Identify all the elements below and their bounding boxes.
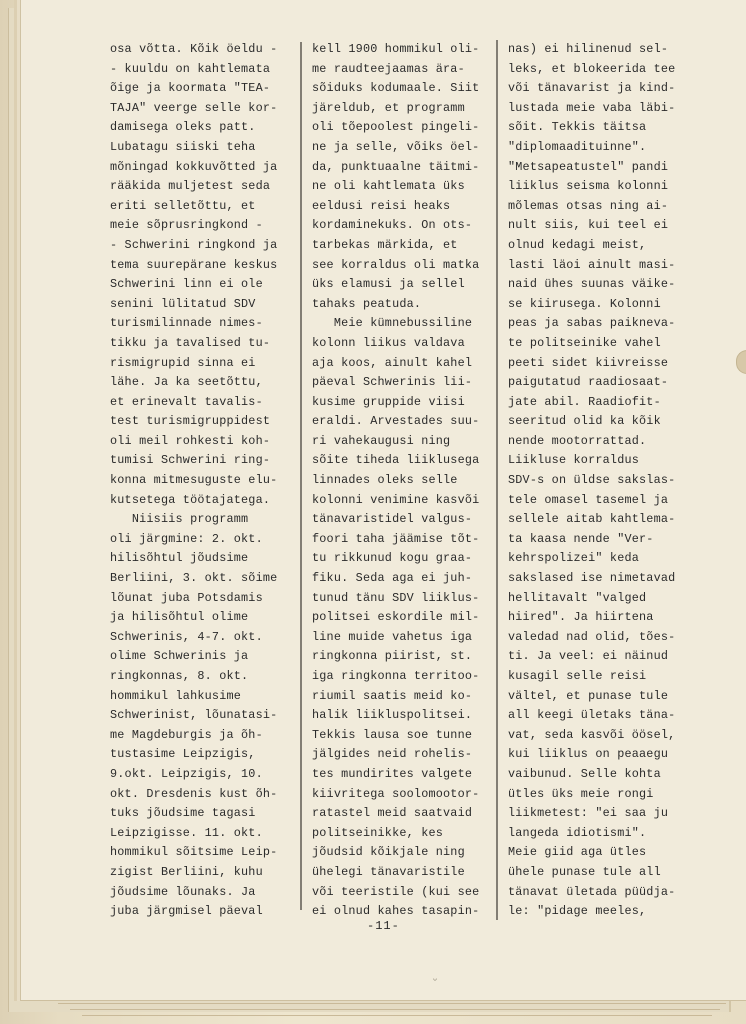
footer-mark: ᵕ xyxy=(432,976,439,987)
text-line: kolonn liikus valdava xyxy=(312,335,465,350)
text-line: "diplomaadituinne". xyxy=(508,139,647,154)
text-line: riumil saatis meid ko- xyxy=(312,688,473,703)
text-line: Tekkis lausa soe tunne xyxy=(312,727,473,742)
column-divider xyxy=(300,42,302,910)
text-line: paigutatud raadiosaat- xyxy=(508,375,669,390)
text-line: ri vahekaugusi ning xyxy=(312,433,451,448)
text-line: Schwerinist, lõunatasi- xyxy=(110,708,278,723)
text-line: meie sõprusringkond - xyxy=(110,218,263,233)
text-line: ne oli kahtlemata üks xyxy=(312,179,465,194)
text-line: lõunat juba Potsdamis xyxy=(110,590,263,605)
text-line: politseinikke, kes xyxy=(312,825,444,840)
text-line: aja koos, ainult kahel xyxy=(312,355,473,370)
column-divider xyxy=(496,40,498,920)
text-line: iga ringkonna territoo- xyxy=(312,669,480,683)
page-edge-line xyxy=(58,1003,726,1004)
text-line: Schwerinis, 4-7. okt. xyxy=(110,629,263,644)
text-line: kolonni venimine kasvõi xyxy=(312,492,480,507)
text-line: le: "pidage meeles, xyxy=(508,904,647,919)
text-line: ta kaasa nende "Ver- xyxy=(508,531,654,546)
text-line: sõite tiheda liiklusega xyxy=(312,453,480,468)
text-line: eriti selletõttu, et xyxy=(110,198,256,213)
text-line: kehrspolizei" keda xyxy=(508,551,640,566)
text-line: jõudsid kõikjale ning xyxy=(312,845,465,860)
text-line: ne ja selle, võiks öel- xyxy=(312,139,480,154)
text-line: kusagil selle reisi xyxy=(508,669,647,683)
text-line: kutsetega töötajatega. xyxy=(110,492,271,507)
text-line: tunud tänu SDV liiklus- xyxy=(312,590,480,605)
text-line: tumisi Schwerini ring- xyxy=(110,453,271,468)
text-line: da, punktuaalne täitmi- xyxy=(312,159,480,174)
text-line: Niisiis programm xyxy=(110,512,249,527)
text-line: tuks jõudsime tagasi xyxy=(110,806,256,821)
text-line: tänavat ületada püüdja- xyxy=(508,884,676,899)
text-line: leks, et blokeerida tee xyxy=(508,61,676,76)
text-line: senini lülitatud SDV xyxy=(110,296,256,311)
text-column-1 xyxy=(110,40,300,922)
text-line: se kiirusega. Kolonni xyxy=(508,296,661,311)
text-line: või teeristile (kui see xyxy=(312,884,480,899)
text-line: line muide vahetus iga xyxy=(312,629,473,644)
text-line: Liikluse korraldus xyxy=(508,453,640,468)
text-line: naid ühes suunas väike- xyxy=(508,277,676,292)
text-line: linnades oleks selle xyxy=(312,473,458,488)
text-line: hilisõhtul jõudsime xyxy=(110,551,249,566)
text-line: me Magdeburgis ja õh- xyxy=(110,727,263,742)
text-line: lasti läoi ainult masi- xyxy=(508,257,676,272)
text-line: ei olnud kahes tasapin- xyxy=(312,904,480,919)
text-line: oli tõepoolest pingeli- xyxy=(312,120,480,135)
text-line: päeval Schwerinis lii- xyxy=(312,375,473,390)
text-line: rääkida muljetest seda xyxy=(110,179,271,194)
text-line: vaibunud. Selle kohta xyxy=(508,766,661,781)
text-line: - Schwerini ringkond ja xyxy=(110,237,278,252)
text-line: ringkonnas, 8. okt. xyxy=(110,669,249,683)
text-line: eeldusi reisi heaks xyxy=(312,198,451,213)
text-line: sellele aitab kahtlema- xyxy=(508,512,676,527)
text-line: olime Schwerinis ja xyxy=(110,649,249,664)
page-number: -11- xyxy=(367,919,400,933)
text-line: - kuuldu on kahtlemata xyxy=(110,61,271,76)
text-line: Meie giid aga ütles xyxy=(508,845,647,860)
text-line: 9.okt. Leipzigis, 10. xyxy=(110,766,263,781)
text-line: TAJA" veerge selle kor- xyxy=(110,100,278,115)
text-line: all keegi ületaks tänа- xyxy=(508,708,676,723)
text-line: ühele punase tule all xyxy=(508,864,661,879)
text-line: Berliini, 3. okt. sõime xyxy=(110,571,278,586)
text-line: mõningad kokkuvõtted ja xyxy=(110,159,278,174)
text-line: konna mitmesuguste elu- xyxy=(110,473,278,488)
text-line: liiklus seisma kolonni xyxy=(508,179,669,194)
text-line: jälgides neid rohelis- xyxy=(312,747,473,762)
text-line: politsei eskordile mil- xyxy=(312,610,480,625)
text-line: peas ja sabas paikneva- xyxy=(508,316,676,331)
text-line: zigist Berliini, kuhu xyxy=(110,864,263,879)
text-line: foori taha jäämise tõt- xyxy=(312,531,480,546)
text-line: oli järgmine: 2. okt. xyxy=(110,531,263,546)
text-line: kordaminekuks. On ots- xyxy=(312,218,473,233)
text-line: vältel, et punase tule xyxy=(508,688,669,703)
page-edge-line xyxy=(82,1015,712,1016)
text-line: lustada meie vaba läbi- xyxy=(508,100,676,115)
text-line: tänavaristidel valgus- xyxy=(312,512,473,527)
text-line: tahaks peatuda. xyxy=(312,296,422,311)
text-line: sakslased ise nimetavad xyxy=(508,571,676,586)
text-column-3 xyxy=(508,40,690,922)
text-line: liikmetest: "ei saa ju xyxy=(508,806,669,821)
text-line: tes mundirites valgete xyxy=(312,766,473,781)
text-line: te politseinike vahel xyxy=(508,335,661,350)
text-line: damisega oleks patt. xyxy=(110,120,256,135)
text-line: hommikul sõitsime Leip- xyxy=(110,845,278,860)
text-line: fiku. Seda aga ei juh- xyxy=(312,571,473,586)
text-line: okt. Dresdenis kust õh- xyxy=(110,786,278,801)
text-line: eraldi. Arvestades suu- xyxy=(312,414,480,429)
text-line: sõiduks kodumaale. Siit xyxy=(312,81,480,96)
text-line: peeti sidet kiivreisse xyxy=(508,355,669,370)
text-line: jõudsime lõunaks. Ja xyxy=(110,884,256,899)
text-line: hellitavalt "valged xyxy=(508,590,647,605)
text-line: tikku ja tavalised tu- xyxy=(110,335,271,350)
text-line: hommikul lahkusime xyxy=(110,688,242,703)
text-line: valedad nad olid, tões- xyxy=(508,629,676,644)
text-line: ti. Ja veel: ei näinud xyxy=(508,649,669,664)
text-line: osa võtta. Kõik öeldu - xyxy=(110,42,278,56)
text-column-2 xyxy=(312,40,488,922)
text-line: turismilinnade nimes- xyxy=(110,316,263,331)
text-line: SDV-s on üldse sakslas- xyxy=(508,473,676,488)
text-line: langeda idiotismi". xyxy=(508,825,647,840)
text-line: õige ja koormata "TEA- xyxy=(110,81,271,96)
text-line: vat, seda kasvõi öösel, xyxy=(508,727,676,742)
text-line: et erinevalt tavalis- xyxy=(110,394,263,409)
text-line: Schwerini linn ei ole xyxy=(110,277,263,292)
text-line: nas) ei hilinenud sel- xyxy=(508,42,669,56)
text-line: ühelegi tänavaristile xyxy=(312,864,465,879)
text-line: nende mootorrattad. xyxy=(508,433,647,448)
text-line: ütles üks meie rongi xyxy=(508,786,654,801)
text-line: mõlemas otsas ning ai- xyxy=(508,198,669,213)
text-line: ringkonna piirist, st. xyxy=(312,649,473,664)
text-line: test turismigruppidest xyxy=(110,414,271,429)
text-line: see korraldus oli matka xyxy=(312,257,480,272)
text-line: Meie kümnebussiline xyxy=(312,316,473,331)
text-line: järeldub, et programm xyxy=(312,100,465,115)
binder-hole xyxy=(736,350,746,374)
text-line: oli meil rohkesti koh- xyxy=(110,433,271,448)
text-line: tele omasel tasemel ja xyxy=(508,492,669,507)
text-line: või tänavarist ja kind- xyxy=(508,81,676,96)
text-line: me raudteejaamas ära- xyxy=(312,61,465,76)
text-line: olnud kedagi meist, xyxy=(508,237,647,252)
text-line: Lubatagu siiski teha xyxy=(110,139,256,154)
text-line: sõit. Tekkis täitsa xyxy=(508,120,647,135)
text-line: kusime gruppide viisi xyxy=(312,394,465,409)
text-line: Leipzigisse. 11. okt. xyxy=(110,825,263,840)
text-line: üks elamusi ja sellel xyxy=(312,277,465,292)
text-line: kiivritega soolomootor- xyxy=(312,786,480,801)
text-line: ratastel meid saatvaid xyxy=(312,806,473,821)
text-line: "Metsapeatustel" pandi xyxy=(508,159,669,174)
page-edge-line xyxy=(70,1009,720,1010)
text-line: kell 1900 hommikul oli- xyxy=(312,42,480,56)
text-line: tustasime Leipzigis, xyxy=(110,747,256,762)
text-line: seeritud olid ka kõik xyxy=(508,414,661,429)
text-line: tu rikkunud kogu graa- xyxy=(312,551,473,566)
text-line: lähe. Ja ka seetõttu, xyxy=(110,375,263,390)
text-line: kui liiklus on peaaegu xyxy=(508,747,669,762)
text-line: nult siis, kui teel ei xyxy=(508,218,669,233)
text-line: tarbekas märkida, et xyxy=(312,237,458,252)
text-line: jate abil. Raadiofit- xyxy=(508,394,661,409)
text-line: rismigrupid sinna ei xyxy=(110,355,256,370)
text-line: halik liikluspolitsei. xyxy=(312,708,473,723)
text-line: hiired". Ja hiirtena xyxy=(508,610,654,625)
text-line: tema suurepärane keskus xyxy=(110,257,278,272)
text-line: juba järgmisel päeval xyxy=(110,904,263,919)
text-line: ja hilisõhtul olime xyxy=(110,610,249,625)
